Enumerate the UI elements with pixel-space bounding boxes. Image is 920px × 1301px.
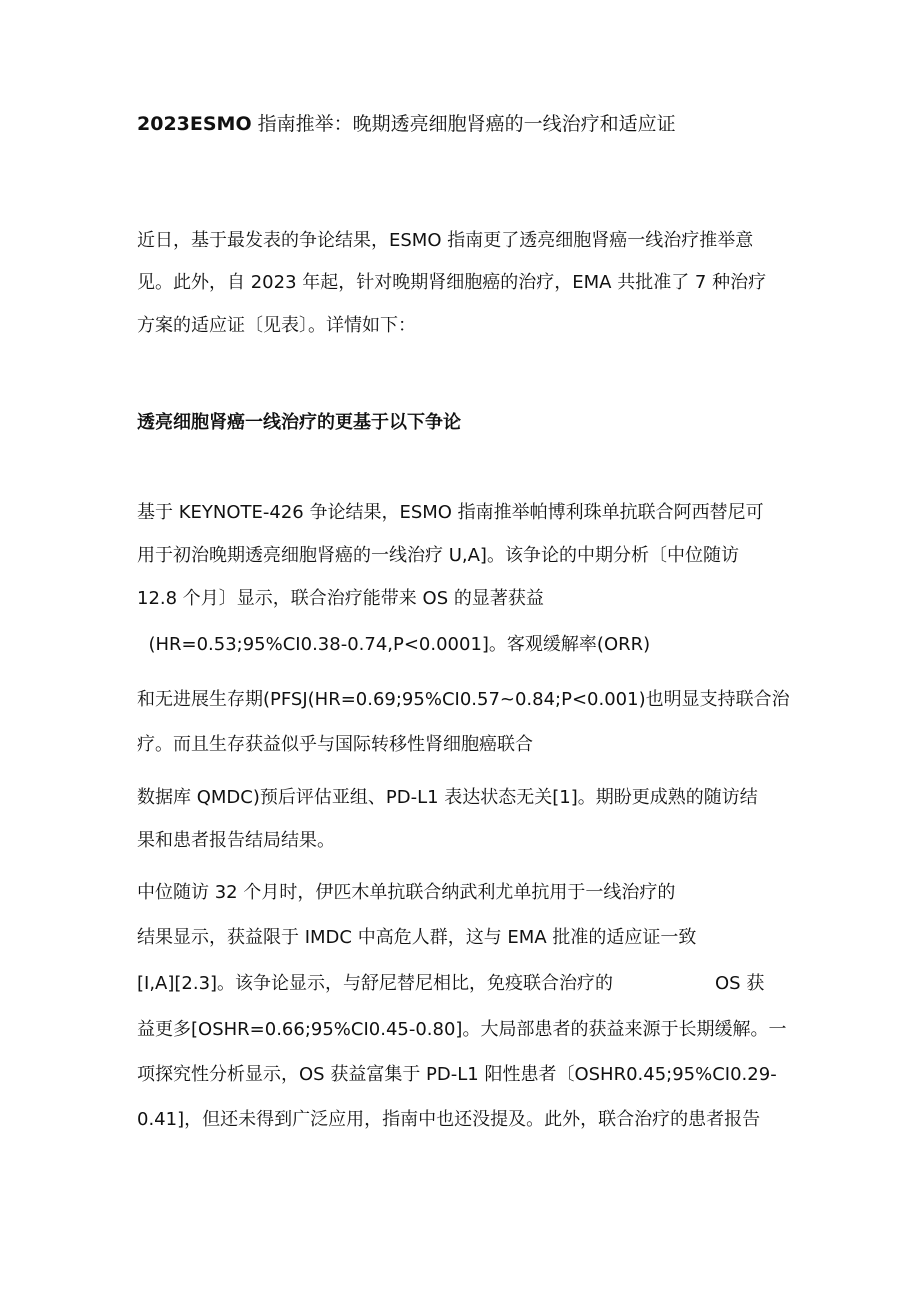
text-line: 近日，基于最发表的争论结果，ESMO 指南更了透亮细胞肾癌一线治疗推举意 (137, 230, 754, 251)
section-heading: 透亮细胞肾癌一线治疗的更基于以下争论 (137, 412, 461, 433)
text-line: 益更多[OSHR=0.66;95%CI0.45-0.80]。大局部患者的获益来源于长期缓解。一 (137, 1019, 787, 1040)
text-line: 方案的适应证〔见表〕。详情如下： (137, 315, 416, 336)
text-line: 基于 KEYNOTE-426 争论结果，ESMO 指南推举帕博利珠单抗联合阿西替尼可 (137, 502, 764, 523)
text-line: 疗。而且生存获益似乎与国际转移性肾细胞癌联合 (137, 734, 533, 755)
text-line: 结果显示，获益限于 IMDC 中高危人群，这与 EMA 批准的适应证一致 (137, 927, 697, 948)
text-line: 用于初治晚期透亮细胞肾癌的一线治疗 U,A]。该争论的中期分析〔中位随访 (137, 545, 739, 566)
text-line: (HR=0.53;95%CI0.38-0.74,P<0.0001]。客观缓解率(ORR) (137, 634, 651, 655)
text-line: 和无进展生存期(PFSJ(HR=0.69;95%CI0.57~0.84;P<0.001)也明显支持联合治 (137, 689, 790, 710)
text-line: 见。此外，自 2023 年起，针对晚期肾细胞癌的治疗，EMA 共批准了 7 种治疗 (137, 272, 767, 293)
document-title-text: 指南推举：晚期透亮细胞肾癌的一线治疗和适应证 (251, 113, 676, 135)
text-line: 0.41]，但还未得到广泛应用，指南中也还没提及。此外，联合治疗的患者报告 (137, 1109, 761, 1130)
text-line: 12.8 个月〕显示，联合治疗能带来 OS 的显著获益 (137, 588, 544, 609)
text-line: 中位随访 32 个月时，伊匹木单抗联合纳武利尤单抗用于一线治疗的 (137, 882, 676, 903)
text-line: 果和患者报告结局结果。 (137, 830, 335, 851)
document-title (137, 112, 676, 136)
text-line: 项探究性分析显示，OS 获益富集于 PD-L1 阳性患者〔OSHR0.45;95%CI0.29- (137, 1064, 777, 1085)
document-title-year: 2023ESMO (137, 113, 252, 135)
text-line-tail: OS 获 (715, 973, 765, 994)
text-line: 数据库 QMDC)预后评估亚组、PD-L1 表达状态无关[1]。期盼更成熟的随访结 (137, 787, 758, 808)
text-line: [I,A][2.3]。该争论显示，与舒尼替尼相比，免疫联合治疗的 OS 获 (137, 973, 765, 994)
